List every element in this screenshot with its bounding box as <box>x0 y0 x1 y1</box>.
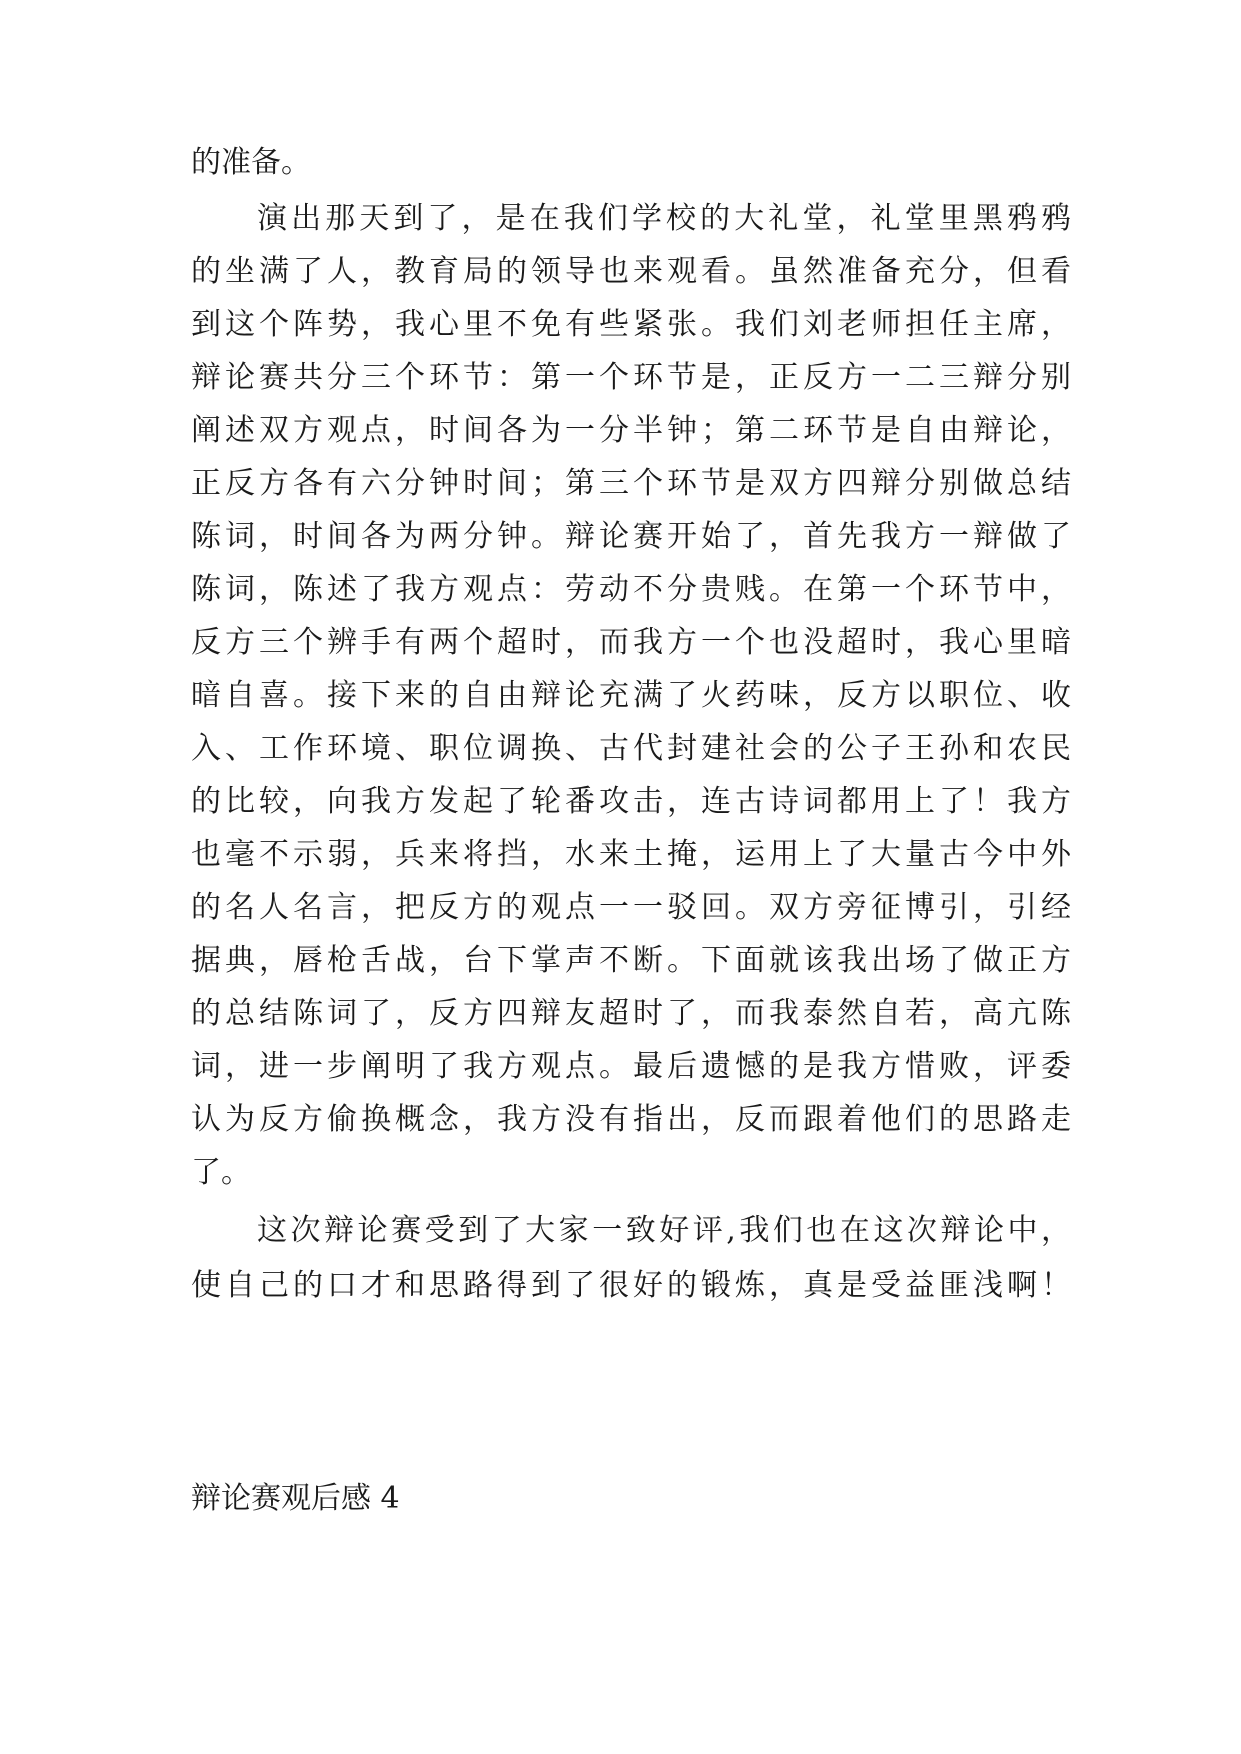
paragraph-line: 正反方各有六分钟时间；第三个环节是双方四辩分别做总结 <box>191 466 1071 501</box>
paragraph-line: 陈词，时间各为两分钟。辩论赛开始了，首先我方一辩做了 <box>191 519 1071 554</box>
paragraph-line: 也毫不示弱，兵来将挡，水来土掩，运用上了大量古今中外 <box>191 837 1071 872</box>
paragraph-line: 的坐满了人，教育局的领导也来观看。虽然准备充分，但看 <box>191 254 1071 289</box>
paragraph-line: 词，进一步阐明了我方观点。最后遗憾的是我方惜败，评委 <box>191 1049 1071 1084</box>
paragraph-line: 入、工作环境、职位调换、古代封建社会的公子王孙和农民 <box>191 731 1071 766</box>
paragraph-line: 演出那天到了，是在我们学校的大礼堂，礼堂里黑鸦鸦 <box>257 201 1071 236</box>
paragraph-line: 到这个阵势，我心里不免有些紧张。我们刘老师担任主席， <box>191 307 1071 342</box>
paragraph-line: 的准备。 <box>191 145 311 180</box>
paragraph-line: 的名人名言，把反方的观点一一驳回。双方旁征博引，引经 <box>191 890 1071 925</box>
paragraph-line: 陈词，陈述了我方观点：劳动不分贵贱。在第一个环节中， <box>191 572 1071 607</box>
paragraph-line: 这次辩论赛受到了大家一致好评,我们也在这次辩论中， <box>257 1213 1071 1248</box>
paragraph-line: 认为反方偷换概念，我方没有指出，反而跟着他们的思路走 <box>191 1102 1071 1137</box>
paragraph-line: 的比较，向我方发起了轮番攻击，连古诗词都用上了！我方 <box>191 784 1071 819</box>
paragraph-line: 阐述双方观点，时间各为一分半钟；第二环节是自由辩论， <box>191 413 1071 448</box>
paragraph-line: 使自己的口才和思路得到了很好的锻炼，真是受益匪浅啊！ <box>191 1268 1071 1303</box>
paragraph-line: 辩论赛共分三个环节：第一个环节是，正反方一二三辩分别 <box>191 360 1071 395</box>
paragraph-line: 的总结陈词了，反方四辩友超时了，而我泰然自若，高亢陈 <box>191 996 1071 1031</box>
paragraph-line: 了。 <box>191 1155 251 1190</box>
paragraph-line: 反方三个辨手有两个超时，而我方一个也没超时，我心里暗 <box>191 625 1071 660</box>
paragraph-line: 暗自喜。接下来的自由辩论充满了火药味，反方以职位、收 <box>191 678 1071 713</box>
section-heading: 辩论赛观后感 4 <box>191 1481 400 1516</box>
paragraph-line: 据典，唇枪舌战，台下掌声不断。下面就该我出场了做正方 <box>191 943 1071 978</box>
